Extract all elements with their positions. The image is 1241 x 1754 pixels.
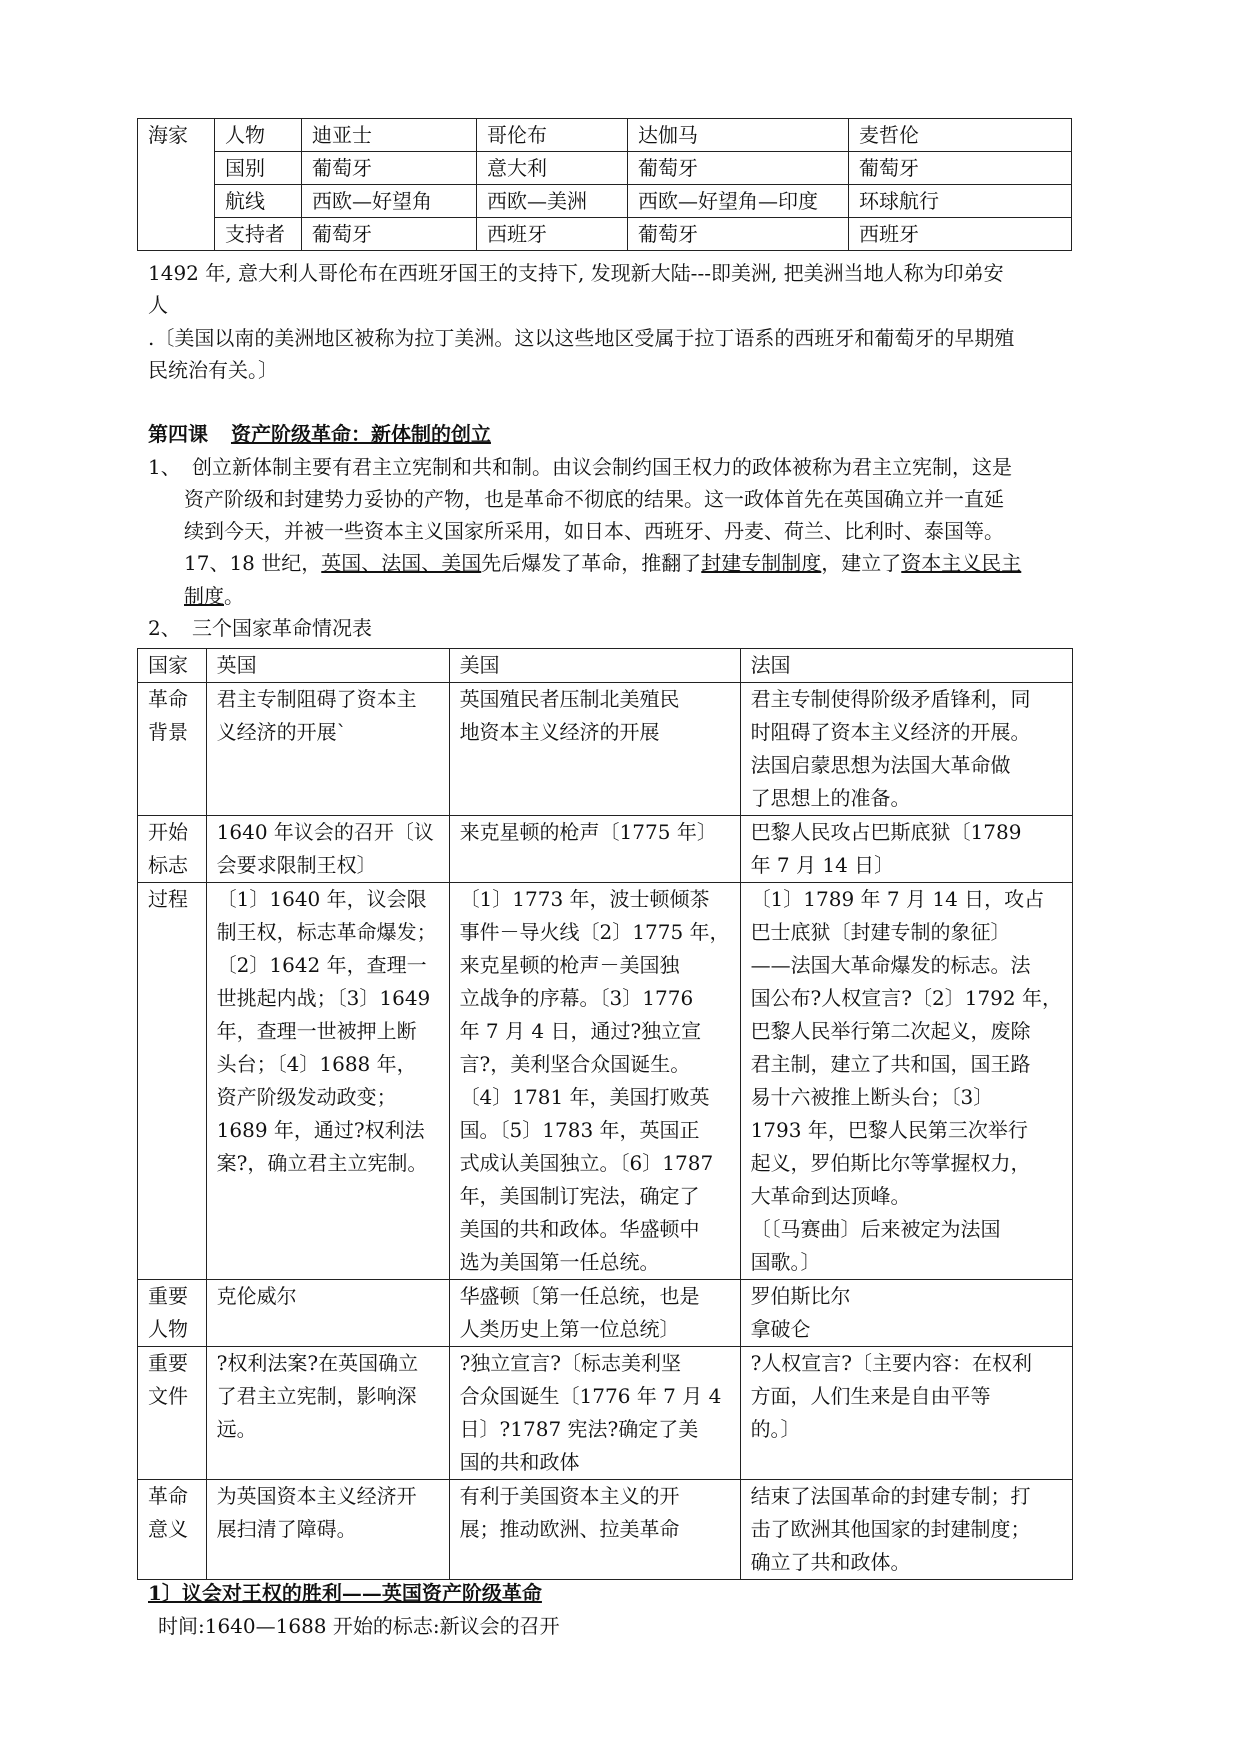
cell-line: 拿破仑 xyxy=(750,1317,811,1341)
header-cell: 法国 xyxy=(740,649,1072,683)
text-run: 17、18 世纪， xyxy=(184,551,322,575)
cell-line: 重要 xyxy=(148,1351,188,1375)
cell-line: 开始 xyxy=(148,820,188,844)
us-cell xyxy=(449,1280,740,1347)
text-run: 。 xyxy=(224,584,244,608)
table-cell: 西欧—好望角—印度 xyxy=(628,185,849,218)
cell-line: 罗伯斯比尔 xyxy=(750,1284,851,1308)
cell-line: 〔2〕1642 年，查理一 xyxy=(216,953,427,977)
cell-line: 〔1〕1789 年 7 月 14 日，攻占 xyxy=(750,887,1045,911)
table-cell: 哥伦布 xyxy=(477,119,628,152)
cell-line: 事件－导火线〔2〕1775 年， xyxy=(459,920,730,944)
table-cell: 意大利 xyxy=(477,152,628,185)
table-cell: 国别 xyxy=(215,152,302,185)
section-label-cell: 海家 xyxy=(138,119,215,251)
list-number: 1、 xyxy=(148,455,181,479)
table-row xyxy=(138,1280,1073,1347)
table-cell: 葡萄牙 xyxy=(302,152,477,185)
section-subtitle: 1〕议会对王权的胜利——英国资产阶级革命 xyxy=(148,1581,542,1605)
lesson-heading: 资产阶级革命：新体制的创立 xyxy=(230,422,491,446)
paragraph-line xyxy=(184,547,1021,579)
revolutions-table xyxy=(137,648,1073,1580)
cell-line: 会要求限制王权〕 xyxy=(216,853,377,877)
cell-line: 起义，罗伯斯比尔等掌握权力， xyxy=(750,1151,1031,1175)
cell-line: 年 7 月 14 日〕 xyxy=(750,853,895,877)
cell-line: 国公布?人权宣言?〔2〕1792 年， xyxy=(750,986,1062,1010)
cell-line: 〔1〕1773 年，波士顿倾茶 xyxy=(459,887,710,911)
uk-cell xyxy=(206,883,449,1280)
table-cell: 支持者 xyxy=(215,218,302,251)
cell-line: 1640 年议会的召开〔议 xyxy=(216,820,434,844)
table-row xyxy=(138,152,1072,185)
cell-line: 年 7 月 4 日，通过?独立宣 xyxy=(459,1019,702,1043)
us-cell xyxy=(449,1480,740,1580)
cell-line: ——法国大革命爆发的标志。法 xyxy=(750,953,1031,977)
cell-line: 资产阶级发动政变； xyxy=(216,1085,397,1109)
cell-line: 案?，确立君主立宪制。 xyxy=(216,1151,428,1175)
table-row xyxy=(138,218,1072,251)
cell-line: 君主专制使得阶级矛盾锋利，同 xyxy=(750,687,1031,711)
cell-line: 言?，美利坚合众国诞生。 xyxy=(459,1052,691,1076)
table-cell: 达伽马 xyxy=(628,119,849,152)
us-cell xyxy=(449,883,740,1280)
cell-line: 来克星顿的枪声〔1775 年〕 xyxy=(459,820,717,844)
cell-line: 〔1〕1640 年，议会限 xyxy=(216,887,427,911)
cell-line: 选为美国第一任总统。 xyxy=(459,1250,660,1274)
cell-line: 时阻碍了资本主义经济的开展。 xyxy=(750,720,1031,744)
cell-line: 〔4〕1781 年，美国打败英 xyxy=(459,1085,710,1109)
cell-line: 为英国资本主义经济开 xyxy=(216,1484,417,1508)
text-run: 先后爆发了革命，推翻了 xyxy=(481,551,702,575)
cell-line: 国歌。〕 xyxy=(750,1250,821,1274)
cell-line: 有利于美国资本主义的开 xyxy=(459,1484,680,1508)
paragraph-line: 资产阶级和封建势力妥协的产物，也是革命不彻底的结果。这一政体首先在英国确立并一直延 xyxy=(184,487,1004,511)
uk-cell xyxy=(206,683,449,816)
cell-line: 方面，人们生来是自由平等 xyxy=(750,1384,991,1408)
table-cell: 航线 xyxy=(215,185,302,218)
cell-line: 背景 xyxy=(148,720,188,744)
cell-line: 年，美国制订宪法，确定了 xyxy=(459,1184,700,1208)
header-cell: 美国 xyxy=(449,649,740,683)
us-cell xyxy=(449,1347,740,1480)
cell-line: 年，查理一世被押上断 xyxy=(216,1019,417,1043)
list-number: 2、 xyxy=(148,616,181,640)
table-cell: 迪亚士 xyxy=(302,119,477,152)
cell-line: 过程 xyxy=(148,887,188,911)
cell-line: 重要 xyxy=(148,1284,188,1308)
cell-line: 英国殖民者压制北美殖民 xyxy=(459,687,680,711)
uk-cell xyxy=(206,1480,449,1580)
cell-line: 君主制，建立了共和国，国王路 xyxy=(750,1052,1031,1076)
paragraph-line: 1492 年, 意大利人哥伦布在西班牙国王的支持下, 发现新大陆---即美洲, 把美洲当地人称为印弟安 xyxy=(148,261,1004,285)
row-label-cell xyxy=(138,1347,207,1480)
cell-line: 远。 xyxy=(216,1417,257,1441)
cell-line: 头台；〔4〕1688 年， xyxy=(216,1052,417,1076)
paragraph-line xyxy=(184,580,244,612)
paragraph-line: 民统治有关。〕 xyxy=(148,358,278,382)
navigators-table xyxy=(137,118,1072,251)
text-run: ，建立了 xyxy=(821,551,902,575)
cell-line: 制王权，标志革命爆发； xyxy=(216,920,437,944)
header-cell: 英国 xyxy=(206,649,449,683)
table-cell: 葡萄牙 xyxy=(628,218,849,251)
table-cell: 葡萄牙 xyxy=(302,218,477,251)
cell-line: 巴黎人民攻占巴斯底狱〔1789 xyxy=(750,820,1022,844)
row-label-cell xyxy=(138,883,207,1280)
underlined-text: 制度 xyxy=(184,584,224,608)
row-label-cell xyxy=(138,1280,207,1347)
row-label-cell xyxy=(138,1480,207,1580)
france-cell xyxy=(740,883,1072,1280)
table-cell: 西欧—好望角 xyxy=(302,185,477,218)
row-label-cell xyxy=(138,816,207,883)
table-header-row xyxy=(138,649,1073,683)
cell-line: 国。〔5〕1783 年，英国正 xyxy=(459,1118,700,1142)
cell-line: 1793 年，巴黎人民第三次举行 xyxy=(750,1118,1028,1142)
cell-line: 地资本主义经济的开展 xyxy=(459,720,660,744)
row-label-cell xyxy=(138,683,207,816)
cell-line: 巴士底狱〔封建专制的象征〕 xyxy=(750,920,1011,944)
table-row xyxy=(138,185,1072,218)
cell-line: 立战争的序幕。〔3〕1776 xyxy=(459,986,694,1010)
paragraph-line: 创立新体制主要有君主立宪制和共和制。由议会制约国王权力的政体被称为君主立宪制，这是 xyxy=(192,455,1012,479)
cell-line: 克伦威尔 xyxy=(216,1284,297,1308)
cell-line: 的。〕 xyxy=(750,1417,801,1441)
cell-line: 大革命到达顶峰。 xyxy=(750,1184,911,1208)
table-cell: 西班牙 xyxy=(477,218,628,251)
cell-line: 革命 xyxy=(148,1484,188,1508)
uk-cell xyxy=(206,1280,449,1347)
france-cell xyxy=(740,1347,1072,1480)
cell-line: 文件 xyxy=(148,1384,188,1408)
cell-line: ?独立宣言?〔标志美利坚 xyxy=(459,1351,682,1375)
cell-line: 人类历史上第一位总统〕 xyxy=(459,1317,680,1341)
cell-line: 世挑起内战；〔3〕1649 xyxy=(216,986,431,1010)
cell-line: 标志 xyxy=(148,853,188,877)
cell-line: 人物 xyxy=(148,1317,188,1341)
table-cell: 西欧—美洲 xyxy=(477,185,628,218)
cell-line: 确立了共和政体。 xyxy=(750,1550,911,1574)
paragraph-line: 时间:1640—1688 开始的标志:新议会的召开 xyxy=(158,1614,560,1638)
cell-line: 合众国诞生〔1776 年 7 月 4 xyxy=(459,1384,722,1408)
cell-line: 日〕?1787 宪法?确定了美 xyxy=(459,1417,699,1441)
cell-line: 结束了法国革命的封建专制；打 xyxy=(750,1484,1031,1508)
paragraph-line: 人 xyxy=(148,293,168,317)
cell-line: 意义 xyxy=(148,1517,188,1541)
lesson-number: 第四课 xyxy=(148,422,208,446)
table-cell: 人物 xyxy=(215,119,302,152)
cell-line: 式成认美国独立。〔6〕1787 xyxy=(459,1151,714,1175)
cell-line: 来克星顿的枪声－美国独 xyxy=(459,953,680,977)
table-cell: 西班牙 xyxy=(849,218,1072,251)
france-cell xyxy=(740,683,1072,816)
paragraph-line: .〔美国以南的美洲地区被称为拉丁美洲。这以这些地区受属于拉丁语系的西班牙和葡萄牙的早期殖 xyxy=(148,326,1015,350)
cell-line: 革命 xyxy=(148,687,188,711)
cell-line: 法国启蒙思想为法国大革命做 xyxy=(750,753,1011,777)
table-cell: 葡萄牙 xyxy=(628,152,849,185)
table-caption: 三个国家革命情况表 xyxy=(192,616,372,640)
france-cell xyxy=(740,1480,1072,1580)
uk-cell xyxy=(206,1347,449,1480)
table-row xyxy=(138,119,1072,152)
table-row xyxy=(138,1347,1073,1480)
cell-line: 巴黎人民举行第二次起义，废除 xyxy=(750,1019,1031,1043)
table-cell: 环球航行 xyxy=(849,185,1072,218)
cell-line: 义经济的开展` xyxy=(216,720,347,744)
lesson-title xyxy=(148,418,491,450)
cell-line: 了君主立宪制，影响深 xyxy=(216,1384,417,1408)
underlined-text: 英国、法国、美国 xyxy=(321,551,482,575)
france-cell xyxy=(740,816,1072,883)
us-cell xyxy=(449,683,740,816)
cell-line: 展；推动欧洲、拉美革命 xyxy=(459,1517,680,1541)
us-cell xyxy=(449,816,740,883)
cell-line: 美国的共和政体。华盛顿中 xyxy=(459,1217,700,1241)
cell-line: 击了欧洲其他国家的封建制度； xyxy=(750,1517,1031,1541)
uk-cell xyxy=(206,816,449,883)
cell-line: 展扫清了障碍。 xyxy=(216,1517,357,1541)
table-row xyxy=(138,683,1073,816)
table-cell: 麦哲伦 xyxy=(849,119,1072,152)
table-row xyxy=(138,1480,1073,1580)
table-row xyxy=(138,816,1073,883)
table-cell: 葡萄牙 xyxy=(849,152,1072,185)
table-row xyxy=(138,883,1073,1280)
underlined-text: 封建专制制度 xyxy=(701,551,822,575)
cell-line: 国的共和政体 xyxy=(459,1450,580,1474)
cell-line: 〔〔马赛曲〕后来被定为法国 xyxy=(750,1217,1001,1241)
france-cell xyxy=(740,1280,1072,1347)
cell-line: 君主专制阻碍了资本主 xyxy=(216,687,417,711)
header-cell: 国家 xyxy=(138,649,207,683)
cell-line: 华盛顿〔第一任总统，也是 xyxy=(459,1284,700,1308)
paragraph-line: 续到今天，并被一些资本主义国家所采用，如日本、西班牙、丹麦、荷兰、比利时、泰国等。 xyxy=(184,519,1004,543)
cell-line: ?权利法案?在英国确立 xyxy=(216,1351,419,1375)
underlined-text: 资本主义民主 xyxy=(901,551,1022,575)
cell-line: 1689 年，通过?权利法 xyxy=(216,1118,425,1142)
cell-line: ?人权宣言?〔主要内容：在权利 xyxy=(750,1351,1033,1375)
cell-line: 了思想上的准备。 xyxy=(750,786,911,810)
cell-line: 易十六被推上断头台；〔3〕 xyxy=(750,1085,994,1109)
